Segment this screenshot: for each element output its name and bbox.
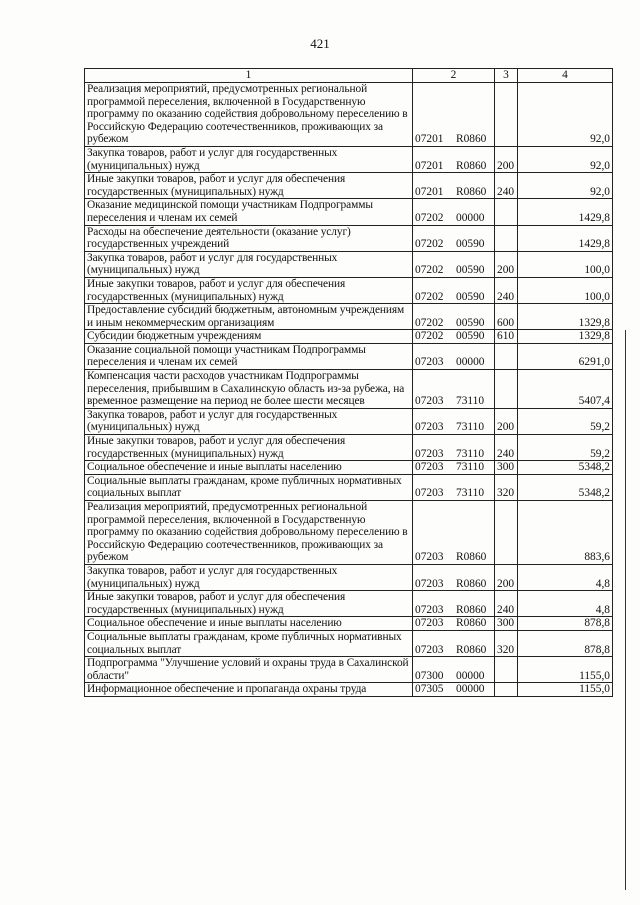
table-row bbox=[85, 617, 613, 631]
table-header-row bbox=[85, 69, 613, 83]
scan-edge-line bbox=[625, 330, 626, 890]
row-code-cell bbox=[413, 501, 495, 565]
row-amount: 1329,8 bbox=[518, 304, 613, 330]
row-expense-type: 240 bbox=[495, 435, 518, 461]
row-amount: 5348,2 bbox=[518, 474, 613, 500]
row-description: Иные закупки товаров, работ и услуг для обеспечения государственных (муниципальных) нужд bbox=[85, 277, 413, 303]
row-description: Иные закупки товаров, работ и услуг для обеспечения государственных (муниципальных) нужд bbox=[85, 591, 413, 617]
row-expense-type: 200 bbox=[495, 146, 518, 172]
row-direction-code: 00000 bbox=[456, 356, 485, 369]
row-amount: 92,0 bbox=[518, 146, 613, 172]
row-code-cell bbox=[413, 146, 495, 172]
row-description: Иные закупки товаров, работ и услуг для обеспечения государственных (муниципальных) нужд bbox=[85, 173, 413, 199]
row-program-code: 07203 bbox=[415, 551, 444, 564]
row-expense-type: 200 bbox=[495, 251, 518, 277]
row-expense-type: 240 bbox=[495, 591, 518, 617]
row-amount: 878,8 bbox=[518, 630, 613, 656]
row-program-code: 07202 bbox=[415, 211, 444, 224]
row-amount: 1329,8 bbox=[518, 330, 613, 344]
table-row bbox=[85, 146, 613, 172]
row-direction-code: 73110 bbox=[456, 487, 485, 500]
row-amount: 5348,2 bbox=[518, 461, 613, 475]
row-description: Социальные выплаты гражданам, кроме публичных нормативных социальных выплат bbox=[85, 630, 413, 656]
table-row bbox=[85, 83, 613, 147]
row-amount: 92,0 bbox=[518, 173, 613, 199]
row-description: Предоставление субсидий бюджетным, автономным учреждениям и иным некоммерческим организациям bbox=[85, 304, 413, 330]
row-code-cell bbox=[413, 304, 495, 330]
table-row bbox=[85, 343, 613, 369]
row-code-cell bbox=[413, 330, 495, 344]
row-amount: 4,8 bbox=[518, 591, 613, 617]
row-amount: 5407,4 bbox=[518, 370, 613, 409]
row-description: Расходы на обеспечение деятельности (оказание услуг) государственных учреждений bbox=[85, 225, 413, 251]
row-code-cell bbox=[413, 199, 495, 225]
row-direction-code: 00000 bbox=[456, 683, 485, 696]
row-direction-code: R0860 bbox=[456, 551, 487, 564]
row-expense-type bbox=[495, 501, 518, 565]
row-expense-type: 200 bbox=[495, 408, 518, 434]
row-program-code: 07203 bbox=[415, 356, 444, 369]
table-row bbox=[85, 304, 613, 330]
row-direction-code: 73110 bbox=[456, 447, 485, 460]
row-program-code: 07202 bbox=[415, 330, 444, 343]
row-description: Информационное обеспечение и пропаганда охраны труда bbox=[85, 683, 413, 697]
row-amount: 1155,0 bbox=[518, 683, 613, 697]
row-expense-type: 240 bbox=[495, 173, 518, 199]
row-description: Реализация мероприятий, предусмотренных региональной программой переселения, включенной в Государственную программу по оказанию содействия добровольному переселению в Российскую Федерацию соотечественников, проживающих за рубежом bbox=[85, 501, 413, 565]
row-description: Оказание медицинской помощи участникам Подпрограммы переселения и членам их семей bbox=[85, 199, 413, 225]
table-row bbox=[85, 408, 613, 434]
table-row bbox=[85, 564, 613, 590]
row-direction-code: R0860 bbox=[456, 185, 487, 198]
row-code-cell bbox=[413, 435, 495, 461]
row-program-code: 07203 bbox=[415, 447, 444, 460]
column-header: 3 bbox=[495, 69, 518, 83]
row-direction-code: 00590 bbox=[456, 238, 485, 251]
row-program-code: 07305 bbox=[415, 683, 444, 696]
row-program-code: 07202 bbox=[415, 290, 444, 303]
row-expense-type bbox=[495, 199, 518, 225]
row-code-cell bbox=[413, 83, 495, 147]
row-program-code: 07202 bbox=[415, 238, 444, 251]
table-row bbox=[85, 591, 613, 617]
row-program-code: 07201 bbox=[415, 133, 444, 146]
row-description: Закупка товаров, работ и услуг для государственных (муниципальных) нужд bbox=[85, 564, 413, 590]
row-expense-type: 320 bbox=[495, 630, 518, 656]
row-description: Закупка товаров, работ и услуг для государственных (муниципальных) нужд bbox=[85, 408, 413, 434]
row-description: Закупка товаров, работ и услуг для государственных (муниципальных) нужд bbox=[85, 146, 413, 172]
row-amount: 100,0 bbox=[518, 277, 613, 303]
row-amount: 6291,0 bbox=[518, 343, 613, 369]
row-code-cell bbox=[413, 370, 495, 409]
column-header: 1 bbox=[85, 69, 413, 83]
column-header: 2 bbox=[413, 69, 495, 83]
row-expense-type bbox=[495, 343, 518, 369]
row-program-code: 07201 bbox=[415, 159, 444, 172]
row-program-code: 07202 bbox=[415, 264, 444, 277]
row-amount: 4,8 bbox=[518, 564, 613, 590]
row-code-cell bbox=[413, 683, 495, 697]
row-amount: 92,0 bbox=[518, 83, 613, 147]
table-row bbox=[85, 474, 613, 500]
row-description: Социальные выплаты гражданам, кроме публичных нормативных социальных выплат bbox=[85, 474, 413, 500]
row-code-cell bbox=[413, 343, 495, 369]
table-row bbox=[85, 370, 613, 409]
table-row bbox=[85, 461, 613, 475]
row-direction-code: R0860 bbox=[456, 159, 487, 172]
row-expense-type: 240 bbox=[495, 277, 518, 303]
row-expense-type bbox=[495, 683, 518, 697]
row-amount: 883,6 bbox=[518, 501, 613, 565]
row-code-cell bbox=[413, 277, 495, 303]
row-program-code: 07203 bbox=[415, 487, 444, 500]
row-code-cell bbox=[413, 225, 495, 251]
row-program-code: 07201 bbox=[415, 185, 444, 198]
row-code-cell bbox=[413, 630, 495, 656]
row-description: Оказание социальной помощи участникам Подпрограммы переселения и членам их семей bbox=[85, 343, 413, 369]
row-direction-code: R0860 bbox=[456, 133, 487, 146]
row-direction-code: 00590 bbox=[456, 316, 485, 329]
row-expense-type bbox=[495, 225, 518, 251]
row-direction-code: R0860 bbox=[456, 643, 487, 656]
row-code-cell bbox=[413, 474, 495, 500]
row-program-code: 07203 bbox=[415, 461, 444, 474]
row-description: Субсидии бюджетным учреждениям bbox=[85, 330, 413, 344]
table-row bbox=[85, 501, 613, 565]
row-code-cell bbox=[413, 173, 495, 199]
row-direction-code: R0860 bbox=[456, 577, 487, 590]
table-row bbox=[85, 199, 613, 225]
row-code-cell bbox=[413, 251, 495, 277]
row-description: Компенсация части расходов участникам Подпрограммы переселения, прибывшим в Сахалинскую область из-за рубежа, на временное размещение на период не более шести месяцев bbox=[85, 370, 413, 409]
row-amount: 100,0 bbox=[518, 251, 613, 277]
row-expense-type: 600 bbox=[495, 304, 518, 330]
row-amount: 59,2 bbox=[518, 435, 613, 461]
row-direction-code: R0860 bbox=[456, 617, 487, 630]
row-amount: 59,2 bbox=[518, 408, 613, 434]
row-expense-type bbox=[495, 657, 518, 683]
row-expense-type: 320 bbox=[495, 474, 518, 500]
row-direction-code: 73110 bbox=[456, 461, 485, 474]
table-row bbox=[85, 173, 613, 199]
row-code-cell bbox=[413, 591, 495, 617]
row-direction-code: 00000 bbox=[456, 669, 485, 682]
row-description: Социальное обеспечение и иные выплаты населению bbox=[85, 617, 413, 631]
row-direction-code: 73110 bbox=[456, 421, 485, 434]
row-expense-type: 300 bbox=[495, 461, 518, 475]
row-program-code: 07203 bbox=[415, 577, 444, 590]
row-expense-type: 300 bbox=[495, 617, 518, 631]
page-number: 421 bbox=[310, 36, 330, 51]
row-program-code: 07203 bbox=[415, 643, 444, 656]
row-code-cell bbox=[413, 564, 495, 590]
row-program-code: 07203 bbox=[415, 603, 444, 616]
table-row bbox=[85, 225, 613, 251]
row-code-cell bbox=[413, 657, 495, 683]
row-direction-code: 00000 bbox=[456, 211, 485, 224]
row-direction-code: R0860 bbox=[456, 603, 487, 616]
row-description: Закупка товаров, работ и услуг для государственных (муниципальных) нужд bbox=[85, 251, 413, 277]
budget-table bbox=[84, 68, 613, 697]
row-program-code: 07202 bbox=[415, 316, 444, 329]
table-row bbox=[85, 251, 613, 277]
row-expense-type: 610 bbox=[495, 330, 518, 344]
table-row bbox=[85, 435, 613, 461]
row-expense-type bbox=[495, 83, 518, 147]
row-program-code: 07203 bbox=[415, 395, 444, 408]
row-description: Социальное обеспечение и иные выплаты населению bbox=[85, 461, 413, 475]
row-direction-code: 00590 bbox=[456, 330, 485, 343]
column-header: 4 bbox=[518, 69, 613, 83]
row-direction-code: 73110 bbox=[456, 395, 485, 408]
row-description: Иные закупки товаров, работ и услуг для обеспечения государственных (муниципальных) нужд bbox=[85, 435, 413, 461]
row-amount: 1155,0 bbox=[518, 657, 613, 683]
row-direction-code: 00590 bbox=[456, 264, 485, 277]
row-code-cell bbox=[413, 617, 495, 631]
row-code-cell bbox=[413, 461, 495, 475]
table-row bbox=[85, 330, 613, 344]
row-expense-type bbox=[495, 370, 518, 409]
table-row bbox=[85, 683, 613, 697]
row-description: Подпрограмма "Улучшение условий и охраны труда в Сахалинской области" bbox=[85, 657, 413, 683]
row-direction-code: 00590 bbox=[456, 290, 485, 303]
row-program-code: 07203 bbox=[415, 421, 444, 434]
table-row bbox=[85, 630, 613, 656]
row-amount: 1429,8 bbox=[518, 199, 613, 225]
table-row bbox=[85, 657, 613, 683]
table-row bbox=[85, 277, 613, 303]
row-description: Реализация мероприятий, предусмотренных региональной программой переселения, включенной в Государственную программу по оказанию содействия добровольному переселению в Российскую Федерацию соотечественников, проживающих за рубежом bbox=[85, 83, 413, 147]
row-expense-type: 200 bbox=[495, 564, 518, 590]
row-code-cell bbox=[413, 408, 495, 434]
row-program-code: 07300 bbox=[415, 669, 444, 682]
row-amount: 878,8 bbox=[518, 617, 613, 631]
row-program-code: 07203 bbox=[415, 617, 444, 630]
row-amount: 1429,8 bbox=[518, 225, 613, 251]
